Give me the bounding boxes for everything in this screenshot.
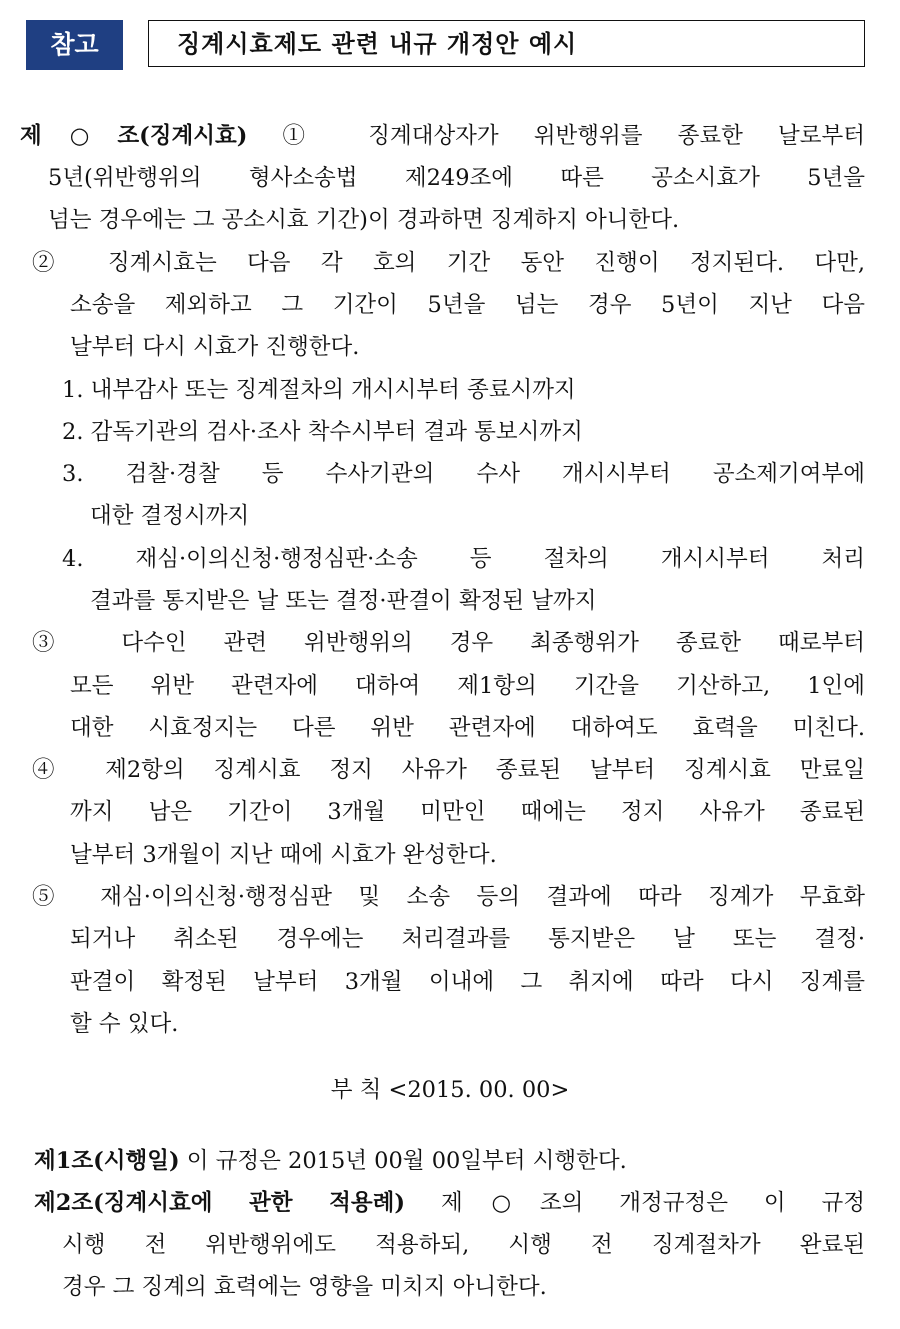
article-item: 3. 검찰·경찰 등 수사기관의 수사 개시시부터 공소제기여부에 (62, 461, 865, 487)
document-title: 징계시효제도 관련 내규 개정안 예시 (148, 20, 865, 67)
article-line: 모든 위반 관련자에 대하여 제1항의 기간을 기산하고, 1인에 (70, 673, 865, 699)
addendum-line: 시행 전 위반행위에도 적용하되, 시행 전 징계절차가 완료된 (62, 1232, 865, 1258)
article-line: 할 수 있다. (70, 1011, 179, 1037)
article-line: 대한 시효정지는 다른 위반 관련자에 대하여도 효력을 미친다. (70, 715, 865, 741)
addendum-article-2-heading: 제2조(징계시효에 관한 적용례) (34, 1190, 405, 1216)
addendum-article-1-text: 이 규정은 2015년 00월 00일부터 시행한다. (186, 1148, 627, 1174)
article-line: 되거나 취소된 경우에는 처리결과를 통지받은 날 또는 결정· (70, 926, 865, 952)
article-line: ② 징계시효는 다음 각 호의 기간 동안 진행이 정지된다. 다만, (32, 250, 865, 276)
article-item: 대한 결정시까지 (90, 503, 250, 529)
article-item: 4. 재심·이의신청·행정심판·소송 등 절차의 개시시부터 처리 (62, 546, 865, 572)
article-line: 날부터 다시 시효가 진행한다. (70, 334, 360, 360)
article-line: ④ 제2항의 징계시효 정지 사유가 종료된 날부터 징계시효 만료일 (32, 757, 865, 783)
article-line: 날부터 3개월이 지난 때에 시효가 완성한다. (70, 842, 497, 868)
article-line: 소송을 제외하고 그 기간이 5년을 넘는 경우 5년이 지난 다음 (70, 292, 865, 318)
article-line: ① 징계대상자가 위반행위를 종료한 날로부터 (282, 123, 865, 149)
article-item: 2. 감독기관의 검사·조사 착수시부터 결과 통보시까지 (62, 419, 583, 445)
article-line: ③ 다수인 관련 위반행위의 경우 최종행위가 종료한 때로부터 (32, 630, 865, 656)
addendum-article-2-text: 제○조의 개정규정은 이 규정 (440, 1190, 865, 1216)
article-line: 넘는 경우에는 그 공소시효 기간)이 경과하면 징계하지 아니한다. (48, 207, 680, 233)
reference-tag: 참고 (26, 20, 123, 70)
addendum-line: 경우 그 징계의 효력에는 영향을 미치지 아니한다. (62, 1274, 547, 1300)
document-header (26, 20, 868, 70)
addendum-article-1-heading: 제1조(시행일) (34, 1148, 180, 1174)
addendum-article-2 (34, 1188, 865, 1218)
article-item: 결과를 통지받은 날 또는 결정·판결이 확정된 날까지 (90, 588, 597, 614)
article-line: ⑤ 재심·이의신청·행정심판 및 소송 등의 결과에 따라 징계가 무효화 (32, 884, 865, 910)
article-heading: 제○조(징계시효) (20, 123, 248, 149)
article-line: 5년(위반행위의 형사소송법 제249조에 따른 공소시효가 5년을 (48, 165, 865, 191)
article-first-line (20, 121, 865, 151)
article-line: 판결이 확정된 날부터 3개월 이내에 그 취지에 따라 다시 징계를 (70, 969, 865, 995)
article-line: 까지 남은 기간이 3개월 미만인 때에는 정지 사유가 종료된 (70, 799, 865, 825)
addendum-title: 부 칙 <2015. 00. 00> (330, 1077, 570, 1103)
addendum-article-1 (34, 1146, 865, 1176)
article-item: 1. 내부감사 또는 징계절차의 개시시부터 종료시까지 (62, 377, 576, 403)
